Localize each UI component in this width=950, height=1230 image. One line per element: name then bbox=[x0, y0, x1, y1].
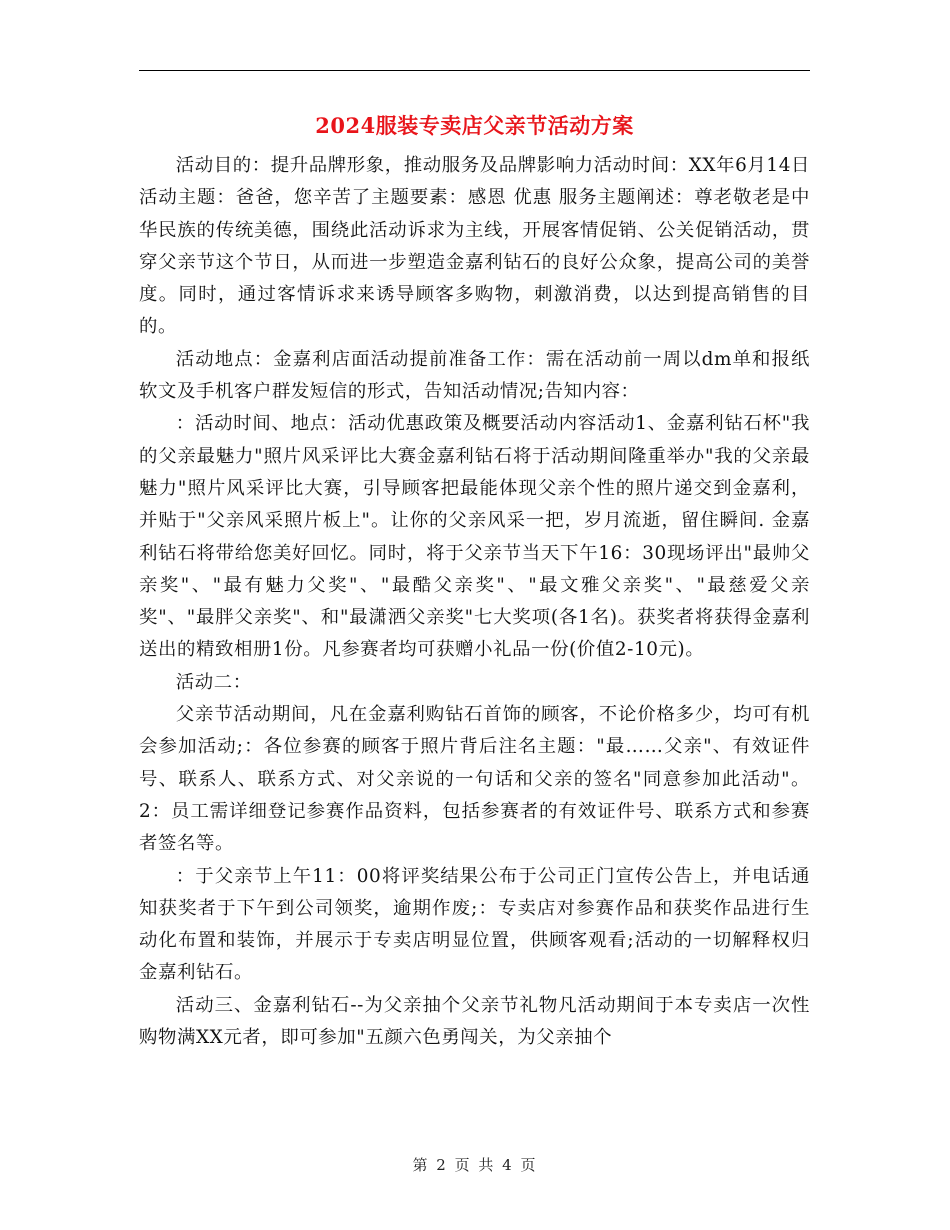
header-rule bbox=[139, 70, 810, 71]
paragraph: ：于父亲节上午11：00将评奖结果公布于公司正门宣传公告上，并电话通知获奖者于下午到公司领奖，逾期作废;：专卖店对参赛作品和获奖作品进行生动化布置和装饰，并展示于专卖店明显位置，供顾客观看;活动的一切解释权归金嘉利钻石。 bbox=[139, 865, 810, 984]
paragraph: 活动目的：提升品牌形象，推动服务及品牌影响力活动时间：XX年6月14日活动主题：爸爸，您辛苦了主题要素：感恩 优惠 服务主题阐述：尊老敬老是中华民族的传统美德，围绕此活动诉求为主线，开展客情促销、公关促销活动，贯穿父亲节这个节日，从而进一步塑造金嘉利钻石的良好公众象，提高公司的美誉度。同时，通过客情诉求来诱导顾客多购物，刺激消费，以达到提高销售的目的。 bbox=[139, 155, 810, 338]
document-title: 2024服装专卖店父亲节活动方案 bbox=[315, 113, 634, 138]
paragraph: 活动三、金嘉利钻石--为父亲抽个父亲节礼物凡活动期间于本专卖店一次性购物满XX元者，即可参加"五颜六色勇闯关，为父亲抽个 bbox=[139, 994, 810, 1049]
paragraph: ：活动时间、地点：活动优惠政策及概要活动内容活动1、金嘉利钻石杯"我的父亲最魅力"照片风采评比大赛金嘉利钻石将于活动期间隆重举办"我的父亲最魅力"照片风采评比大赛，引导顾客把最能体现父亲个性的照片递交到金嘉利，并贴于"父亲风采照片板上"。让你的父亲风采一把，岁月流逝，留住瞬间. 金嘉利钻石将带给您美好回忆。同时，将于父亲节当天下午16：30现场评出"最帅父亲奖"、"最有魅力父奖"、"最酷父亲奖"、"最文雅父亲奖"、"最慈爱父亲奖"、"最胖父亲奖"、和"最潇洒父亲奖"七大奖项(各1名)。获奖者将获得金嘉利送出的精致相册1份。凡参赛者均可获赠小礼品一份(价值2-10元)。 bbox=[139, 413, 810, 661]
paragraph: 活动二： bbox=[175, 671, 252, 693]
paragraph: 父亲节活动期间，凡在金嘉利购钻石首饰的顾客，不论价格多少，均可有机会参加活动;：各位参赛的顾客于照片背后注名主题："最……父亲"、有效证件号、联系人、联系方式、对父亲说的一句话和父亲的签名"同意参加此活动"。2：员工需详细登记参赛作品资料，包括参赛者的有效证件号、联系方式和参赛者签名等。 bbox=[139, 704, 810, 855]
paragraph: 活动地点：金嘉利店面活动提前准备工作：需在活动前一周以dm单和报纸软文及手机客户群发短信的形式，告知活动情况;告知内容： bbox=[139, 348, 810, 403]
document-body bbox=[139, 150, 810, 1054]
page-footer: 第 2 页 共 4 页 bbox=[412, 1156, 538, 1174]
